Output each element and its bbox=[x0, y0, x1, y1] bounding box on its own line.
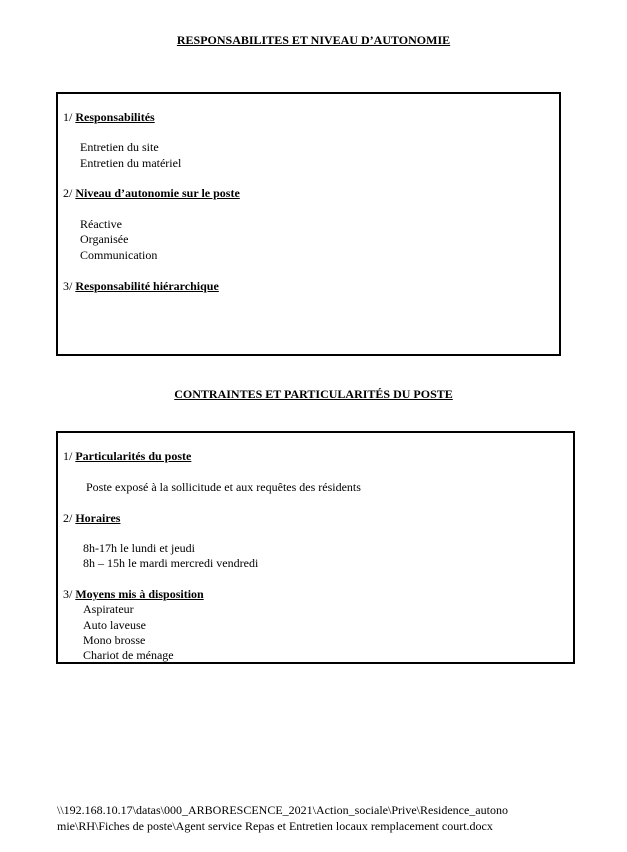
item-title-horaires: Horaires bbox=[75, 511, 121, 525]
list-item: Auto laveuse bbox=[83, 618, 146, 632]
list-item: Entretien du matériel bbox=[80, 156, 182, 170]
list-item: Poste exposé à la sollicitude et aux requêtes des résidents bbox=[86, 480, 361, 494]
item-number: 2/ bbox=[63, 511, 73, 525]
list-item: Organisée bbox=[80, 232, 129, 246]
item-title-moyens: Moyens mis à disposition bbox=[75, 587, 204, 601]
section2-item3-heading bbox=[63, 587, 204, 601]
section2-item2-heading bbox=[63, 511, 120, 525]
item-number: 1/ bbox=[63, 110, 73, 124]
section1-item3-heading bbox=[63, 279, 219, 293]
section2-item1-heading bbox=[63, 449, 191, 463]
section1-item1-heading bbox=[63, 110, 155, 124]
list-item: Chariot de ménage bbox=[83, 648, 174, 662]
section-heading-contraintes: CONTRAINTES ET PARTICULARITÉS DU POSTE bbox=[174, 387, 453, 401]
list-item: 8h – 15h le mardi mercredi vendredi bbox=[83, 556, 259, 570]
item-title-responsabilite-hierarchique: Responsabilité hiérarchique bbox=[75, 279, 219, 293]
item-title-responsabilites: Responsabilités bbox=[75, 110, 155, 124]
list-item: Réactive bbox=[80, 217, 122, 231]
footer-file-path-line1: \\192.168.10.17\datas\000_ARBORESCENCE_2021\Action_sociale\Prive\Residence_autono bbox=[57, 803, 508, 817]
item-number: 3/ bbox=[63, 587, 73, 601]
list-item: 8h-17h le lundi et jeudi bbox=[83, 541, 195, 555]
item-number: 2/ bbox=[63, 186, 73, 200]
list-item: Mono brosse bbox=[83, 633, 146, 647]
list-item: Communication bbox=[80, 248, 158, 262]
section-heading-responsabilites: RESPONSABILITES ET NIVEAU D’AUTONOMIE bbox=[176, 33, 451, 47]
item-number: 1/ bbox=[63, 449, 73, 463]
section1-item2-heading bbox=[63, 186, 240, 200]
item-title-niveau-autonomie: Niveau d’autonomie sur le poste bbox=[75, 186, 240, 200]
item-number: 3/ bbox=[63, 279, 73, 293]
list-item: Entretien du site bbox=[80, 140, 159, 154]
item-title-particularites: Particularités du poste bbox=[75, 449, 192, 463]
footer-file-path-line2: mie\RH\Fiches de poste\Agent service Repas et Entretien locaux remplacement court.docx bbox=[57, 819, 493, 833]
list-item: Aspirateur bbox=[83, 602, 134, 616]
responsabilites-box bbox=[56, 92, 561, 356]
